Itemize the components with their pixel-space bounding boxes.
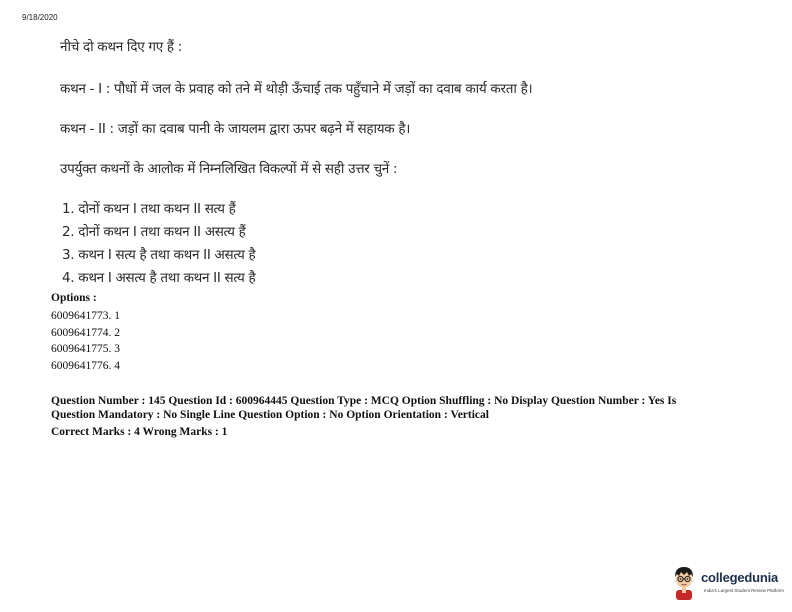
option-id: 6009641776. 4 (51, 359, 120, 372)
student-mascot-icon (671, 564, 697, 600)
statement-2: कथन - II : जड़ों का दवाब पानी के जायलम द्वारा ऊपर बढ़ने में सहायक है। (60, 121, 411, 137)
brand-tagline: India's Largest Student Review Platform (704, 588, 784, 593)
answer-choices (62, 198, 255, 290)
brand-name: collegedunia (701, 570, 779, 585)
option-id: 6009641774. 2 (51, 326, 120, 339)
question-intro: नीचे दो कथन दिए गए हैं : (60, 39, 182, 55)
question-prompt: उपर्युक्त कथनों के आलोक में निम्नलिखित विकल्पों में से सही उत्तर चुनें : (60, 161, 398, 177)
metadata-line: Question Number : 145 Question Id : 600964445 Question Type : MCQ Option Shuffling : No Display Question Number : Yes Is (51, 395, 677, 407)
options-list (51, 291, 120, 374)
collegedunia-logo (671, 564, 786, 600)
print-date: 9/18/2020 (22, 13, 58, 22)
answer-choice: 3. कथन I सत्य है तथा कथन II असत्य है (62, 247, 256, 263)
option-id: 6009641775. 3 (51, 343, 120, 355)
metadata-line: Question Mandatory : No Single Line Question Option : No Option Orientation : Vertical (51, 408, 489, 421)
marks-line: Correct Marks : 4 Wrong Marks : 1 (51, 426, 228, 438)
option-id: 6009641773. 1 (51, 310, 120, 322)
options-heading: Options : (51, 292, 97, 304)
answer-choice: 4. कथन I असत्य है तथा कथन II सत्य है (62, 270, 256, 286)
answer-choice: 1. दोनों कथन I तथा कथन II सत्य हैं (62, 201, 236, 217)
statement-1: कथन - I : पौधों में जल के प्रवाह को तने में थोड़ी ऊँचाई तक पहुँचाने में जड़ों का दवाब कार्य करता है। (60, 81, 533, 97)
question-metadata (51, 395, 751, 440)
answer-choice: 2. दोनों कथन I तथा कथन II असत्य हैं (62, 224, 246, 240)
